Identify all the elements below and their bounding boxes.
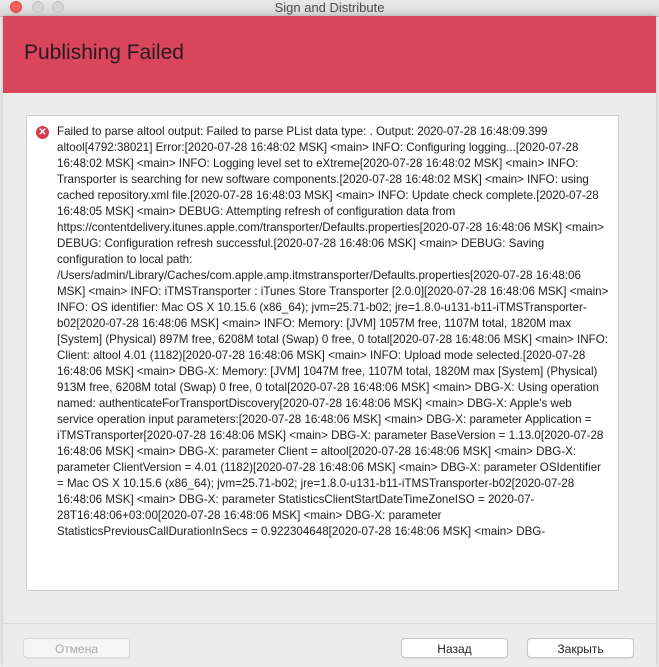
- dialog-footer: [3, 623, 656, 667]
- window-title: Sign and Distribute: [274, 0, 385, 15]
- close-button[interactable]: Закрыть: [527, 638, 634, 658]
- banner-title: Publishing Failed: [24, 41, 184, 64]
- back-button[interactable]: Назад: [401, 638, 508, 658]
- dialog-content: [3, 93, 656, 623]
- error-x-icon: ✕: [36, 126, 49, 139]
- error-log-box[interactable]: [26, 115, 619, 591]
- error-log-text: Failed to parse altool output: Failed to parse PList data type: . Output: 2020-07-28 16:48:09.399 altool[4792:38021] Error:[2020-07-28 16:48:02 MSK] <main> INFO: Configuring logging...[2020-07-28 16:48:02 MSK] <main> INFO: Logging level set to eXtreme[2020-07-28 16:48:02 MSK] <main> INFO: Transporter is searching for new software components.[2020-07-28 16:48:02 MSK] <main> INFO: using cached repository.xml file.[2020-07-28 16:48:03 MSK] <main> INFO: Update check complete.[2020-07-28 16:48:05 MSK] <main> DEBUG: Attempting refresh of configuration data from https://contentdelivery.itunes.apple.com/transporter/Defaults.properties[2020-07-28 16:48:06 MSK] <main> DEBUG: Configuration refresh successful.[2020-07-28 16:48:06 MSK] <main> DEBUG: Saving configuration to local path: /Users/admin/Library/Caches/com.apple.amp.itmstransporter/Defaults.properties[2020-07-28 16:48:06 MSK] <main> INFO: iTMSTransporter : iTunes Store Transporter [2.0.0][2020-07-28 16:48:06 MSK] <main> INFO: OS identifier: Mac OS X 10.15.6 (x86_64); jvm=25.71-b02; jre=1.8.0-u131-b11-iTMSTransporter-b02[2020-07-28 16:48:06 MSK] <main> INFO: Memory: [JVM] 1057M free, 1107M total, 1820M max [System] (Physical) 897M free, 6208M total (Swap) 0 free, 0 total[2020-07-28 16:48:06 MSK] <main> INFO: Client: altool 4.01 (1182)[2020-07-28 16:48:06 MSK] <main> INFO: Upload mode selected.[2020-07-28 16:48:06 MSK] <main> DBG-X: Memory: [JVM] 1047M free, 1107M total, 1820M max [System] (Physical) 913M free, 6208M total (Swap) 0 free, 0 total[2020-07-28 16:48:06 MSK] <main> DBG-X: Using operation named: authenticateForTransportDiscovery[2020-07-28 16:48:06 MSK] <main> DBG-X: Apple's web service operation input parameters:[2020-07-28 16:48:06 MSK] <main> DBG-X: parameter Application = iTMSTransporter[2020-07-28 16:48:06 MSK] <main> DBG-X: parameter BaseVersion = 1.13.0[2020-07-28 16:48:06 MSK] <main> DBG-X: parameter Client = altool[2020-07-28 16:48:06 MSK] <main> DBG-X: parameter ClientVersion = 4.01 (1182)[2020-07-28 16:48:06 MSK] <main> DBG-X: parameter OSIdentifier = Mac OS X 10.15.6 (x86_64); jvm=25.71-b02; jre=1.8.0-u131-b11-iTMSTransporter-b02[2020-07-28 16:48:06 MSK] <main> DBG-X: parameter StatisticsClientStartDateTimeZoneISO = 2020-07-28T16:48:06+03:00[2020-07-28 16:48:06 MSK] <main> DBG-X: parameter StatisticsPreviousCallDurationInSecs = 0.922304648[2020-07-28 16:48:06 MSK] <main> DBG-: [57, 125, 609, 538]
- error-banner: [3, 16, 656, 93]
- dialog-sheet: [3, 16, 656, 666]
- title-bar: [0, 0, 659, 17]
- cancel-button[interactable]: Отмена: [23, 638, 130, 658]
